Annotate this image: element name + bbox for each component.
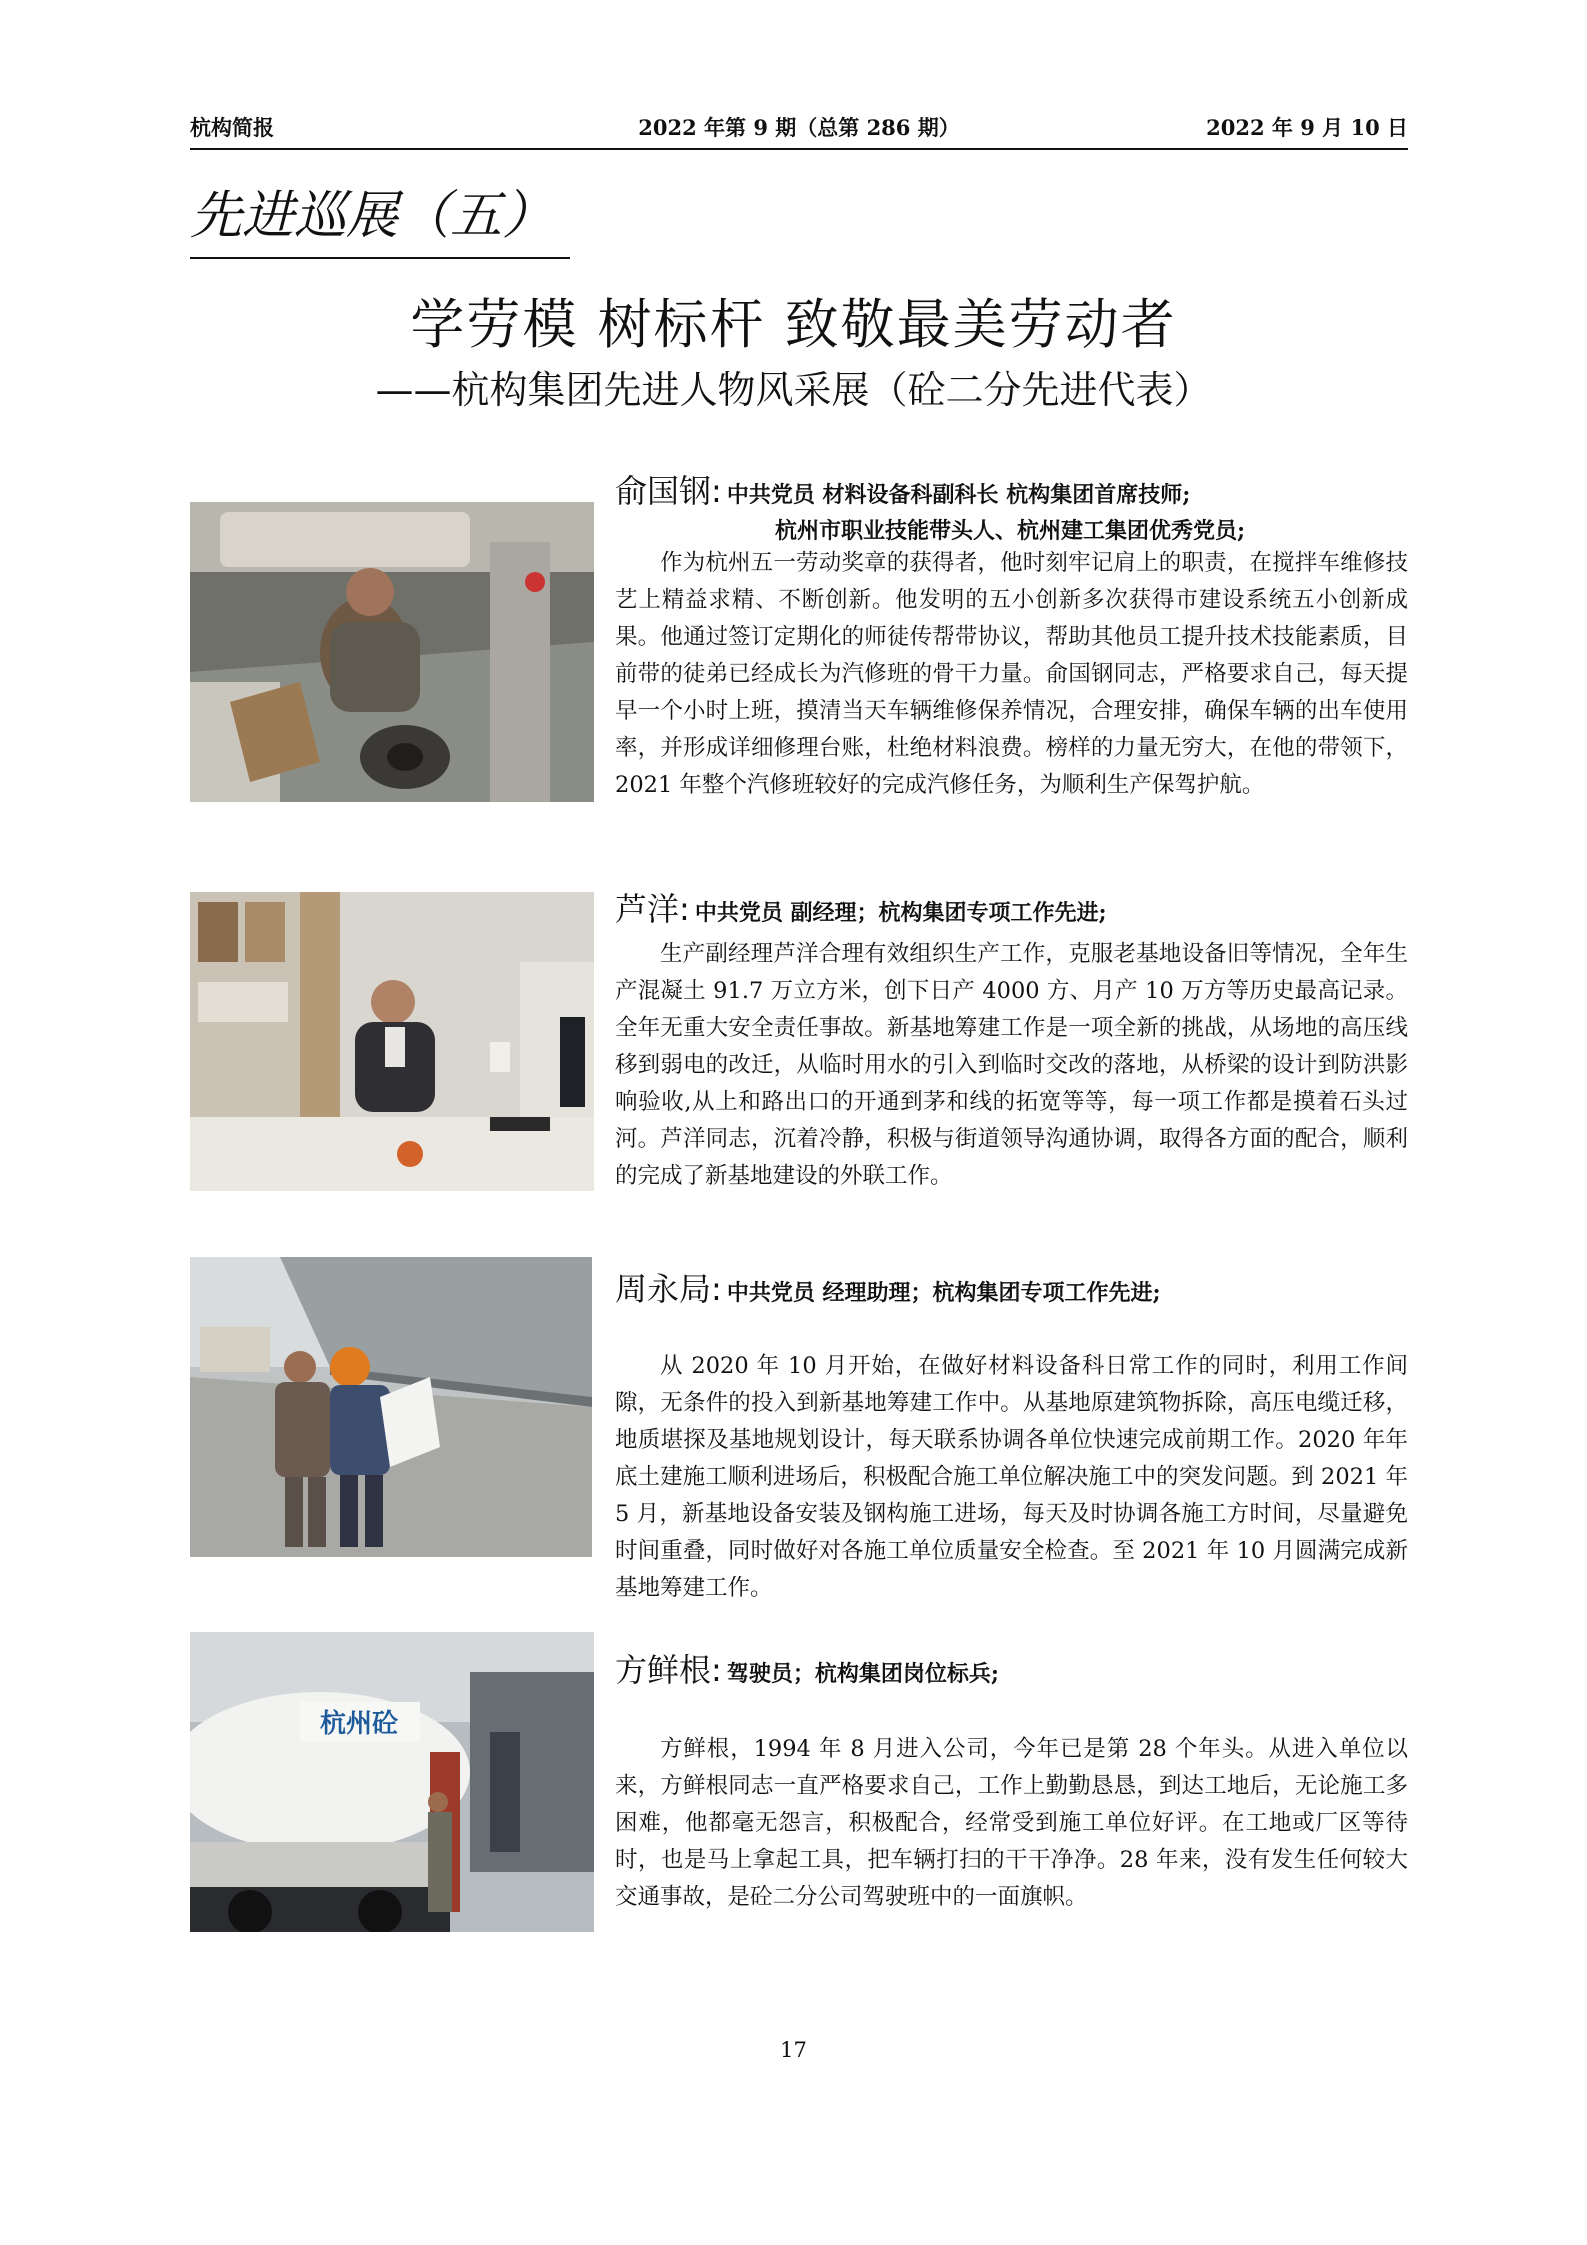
- sub-title: ——杭构集团先进人物风采展（砼二分先进代表）: [375, 368, 1212, 412]
- person-header: [615, 466, 1408, 512]
- person-name: 芦洋:: [615, 890, 690, 928]
- header-issue: 2022 年第 9 期（总第 286 期）: [638, 115, 960, 140]
- page-header: [190, 112, 1408, 148]
- person-roles: 中共党员 材料设备科副科长 杭构集团首席技师;: [726, 482, 1191, 508]
- person-name: 俞国钢:: [615, 472, 722, 510]
- photo-yu-guogang: [190, 502, 594, 802]
- person-name: 方鲜根:: [615, 1651, 722, 1689]
- page-number: 17: [780, 2038, 807, 2062]
- person-roles: 中共党员 副经理；杭构集团专项工作先进;: [694, 900, 1107, 926]
- person-roles-line2: 杭州市职业技能带头人、杭州建工集团优秀党员;: [775, 518, 1246, 544]
- person-description: 方鲜根，1994 年 8 月进入公司，今年已是第 28 个年头。从进入单位以来，方鲜根同志一直严格要求自己，工作上勤勤恳恳，到达工地后，无论施工多困难，他都毫无怨言，积极配合，经常受到施工单位好评。在工地或厂区等待时，也是马上拿起工具，把车辆打扫的干干净净。28 年来，没有发生任何较大交通事故，是砼二分公司驾驶班中的一面旗帜。: [615, 1736, 1408, 1910]
- person-roles: 驾驶员；杭构集团岗位标兵;: [726, 1661, 1000, 1687]
- photo-fang-xiangen: [190, 1632, 594, 1932]
- person-yu-guogang: [615, 466, 1408, 804]
- person-name: 周永局:: [615, 1270, 722, 1308]
- person-lu-yang: [615, 884, 1408, 1195]
- header-date: 2022 年 9 月 10 日: [1206, 115, 1408, 140]
- header-publication: 杭构简报: [190, 115, 274, 140]
- person-description: 从 2020 年 10 月开始，在做好材料设备科日常工作的同时，利用工作间隙，无条件的投入到新基地筹建工作中。从基地原建筑物拆除，高压电缆迁移，地质堪探及基地规划设计，每天联系协调各单位快速完成前期工作。2020 年年底土建施工顺利进场后，积极配合施工单位解决施工中的突发问题。到 2021 年 5 月，新基地设备安装及钢构施工进场，每天及时协调各施工方时间，尽量避免时间重叠，同时做好对各施工单位质量安全检查。至 2021 年 10 月圆满完成新基地筹建工作。: [615, 1353, 1408, 1601]
- person-zhou-yongju: [615, 1264, 1408, 1607]
- person-description: 作为杭州五一劳动奖章的获得者，他时刻牢记肩上的职责，在搅拌车维修技艺上精益求精、不断创新。他发明的五小创新多次获得市建设系统五小创新成果。他通过签订定期化的师徒传帮带协议，帮助其他员工提升技术技能素质，目前带的徒弟已经成长为汽修班的骨干力量。俞国钢同志，严格要求自己，每天提早一个小时上班，摸清当天车辆维修保养情况，合理安排，确保车辆的出车使用率，并形成详细修理台账，杜绝材料浪费。榜样的力量无穷大，在他的带领下，2021 年整个汽修班较好的完成汽修任务，为顺利生产保驾护航。: [615, 550, 1408, 798]
- section-title: 先进巡展（五）: [190, 185, 570, 259]
- person-header: [615, 884, 1408, 930]
- header-divider: [190, 148, 1408, 150]
- person-header: [615, 1264, 1408, 1310]
- person-roles: 中共党员 经理助理；杭构集团专项工作先进;: [726, 1280, 1161, 1306]
- photo-zhou-yongju: [190, 1257, 592, 1557]
- truck-logo-text: 杭州砼: [320, 1709, 399, 1739]
- person-description: 生产副经理芦洋合理有效组织生产工作，克服老基地设备旧等情况，全年生产混凝土 91.7 万立方米，创下日产 4000 方、月产 10 万方等历史最高记录。全年无重大安全责任事故。新基地筹建工作是一项全新的挑战，从场地的高压线移到弱电的改迁，从临时用水的引入到临时交改的落地，从桥梁的设计到防洪影响验收,从上和路出口的开通到茅和线的拓宽等等，每一项工作都是摸着石头过河。芦洋同志，沉着冷静，积极与街道领导沟通协调，取得各方面的配合，顺利的完成了新基地建设的外联工作。: [615, 941, 1408, 1189]
- main-title: 学劳模 树标杆 致敬最美劳动者: [410, 293, 1177, 356]
- person-header: [615, 1645, 1408, 1691]
- photo-lu-yang: [190, 892, 594, 1191]
- person-fang-xiangen: [615, 1645, 1408, 1916]
